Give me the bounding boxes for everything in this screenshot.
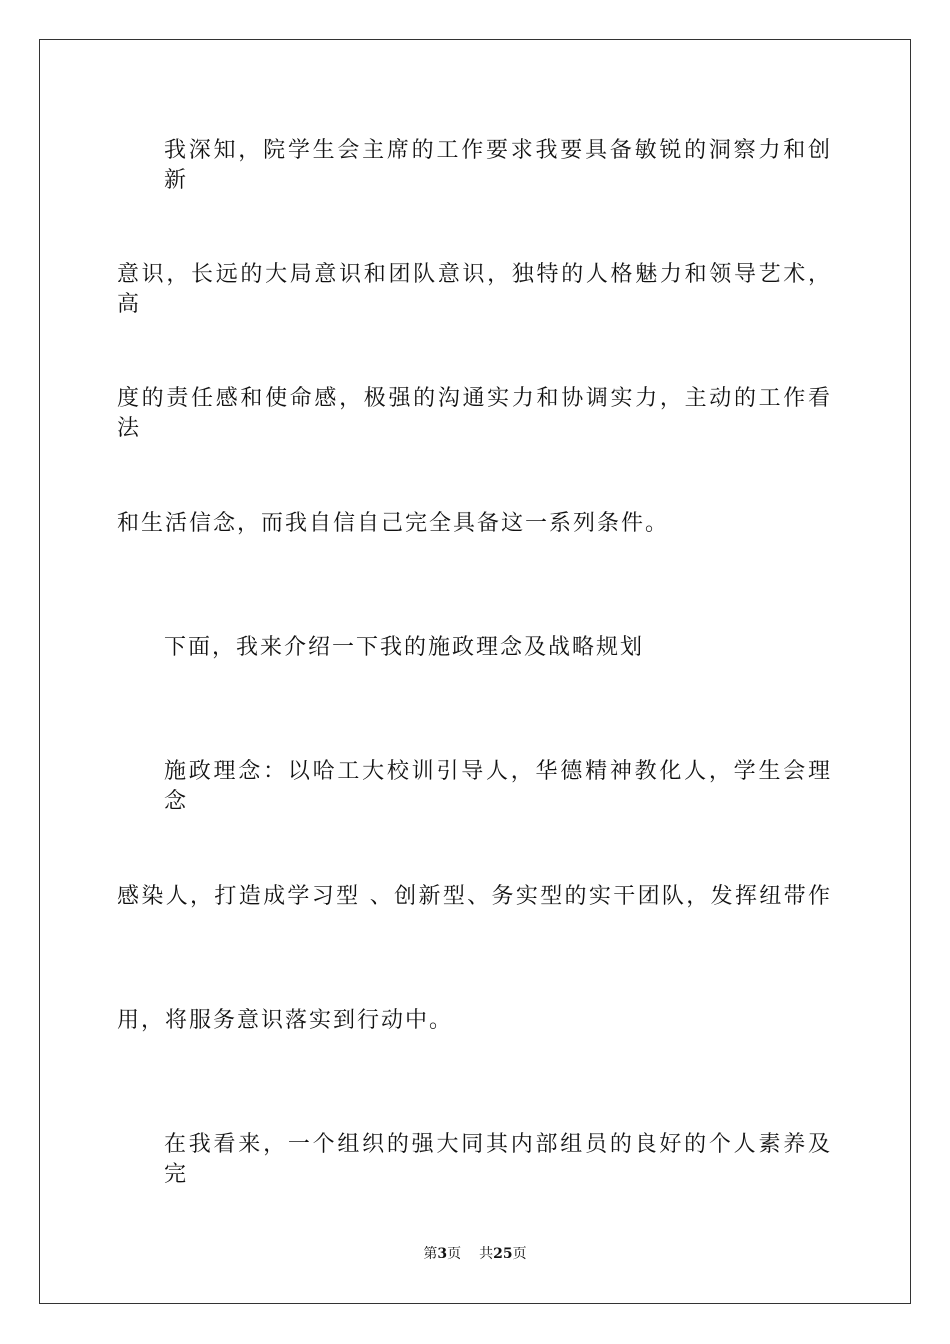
paragraph-line: 和生活信念，而我自信自己完全具备这一系列条件。 <box>117 511 670 536</box>
paragraph-line: 意识，长远的大局意识和团队意识，独特的人格魅力和领导艺术，高 <box>117 262 832 317</box>
paragraph-line: 在我看来，一个组织的强大同其内部组员的良好的个人素养及完 <box>164 1132 832 1187</box>
paragraph-line: 用，将服务意识落实到行动中。 <box>117 1008 454 1033</box>
paragraph-line: 我深知，院学生会主席的工作要求我要具备敏锐的洞察力和创新 <box>164 138 832 193</box>
total-pages: 25 <box>493 1246 513 1262</box>
paragraph-line: 度的责任感和使命感，极强的沟通实力和协调实力，主动的工作看法 <box>117 386 832 441</box>
total-prefix: 共 <box>479 1246 494 1262</box>
paragraph-line: 感染人，打造成学习型 、创新型、务实型的实干团队，发挥纽带作 <box>117 884 832 909</box>
page-number: 3 <box>437 1246 448 1262</box>
paragraph-line: 下面，我来介绍一下我的施政理念及战略规划 <box>164 635 645 660</box>
total-suffix: 页 <box>512 1246 527 1262</box>
page-border <box>39 39 911 1304</box>
page-footer <box>0 1244 950 1264</box>
paragraph-line: 施政理念：以哈工大校训引导人，华德精神教化人，学生会理念 <box>164 759 832 814</box>
page-suffix: 页 <box>447 1246 462 1262</box>
page-prefix: 第 <box>423 1246 438 1262</box>
